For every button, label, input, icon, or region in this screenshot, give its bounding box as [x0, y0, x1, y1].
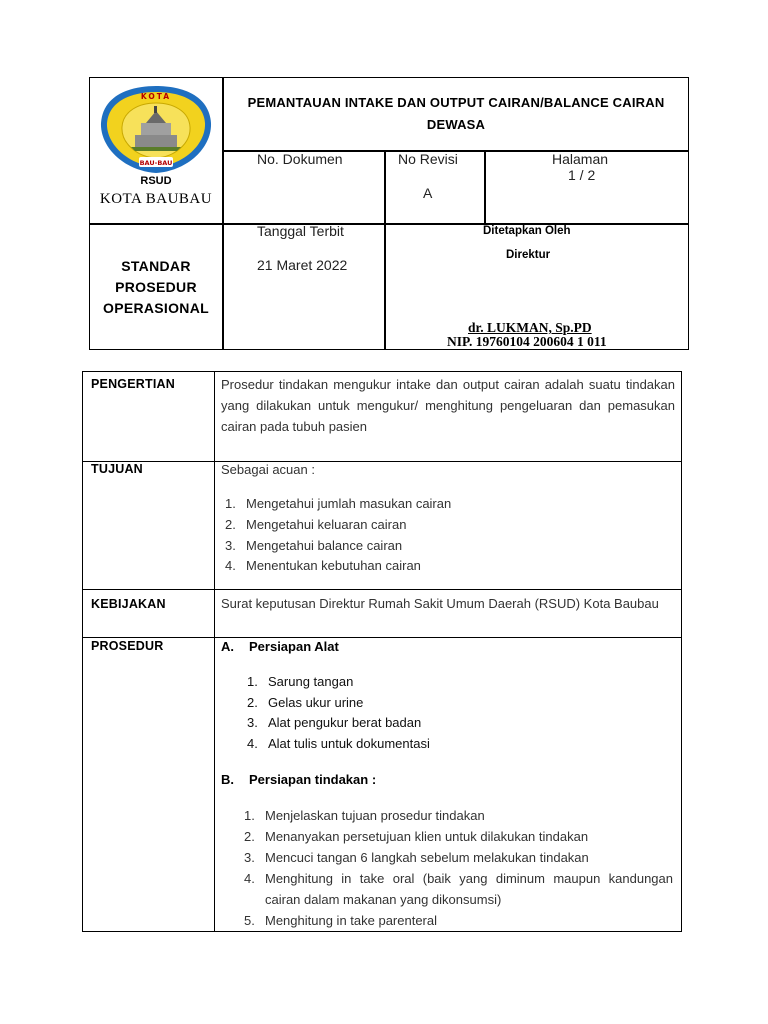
direktur-label: Direktur: [506, 249, 551, 261]
row-divider: [83, 637, 681, 638]
divider: [90, 223, 688, 225]
pengertian-label: PENGERTIAN: [91, 377, 175, 391]
divider: [484, 150, 486, 223]
title-line-2: DEWASA: [426, 117, 486, 132]
kebijakan-text: Surat keputusan Direktur Rumah Sakit Umum Daerah (RSUD) Kota Baubau: [221, 596, 659, 611]
signer-name: dr. LUKMAN, Sp.PD: [468, 320, 592, 335]
tanggal-terbit-value: 21 Maret 2022: [257, 257, 348, 273]
halaman-label: Halaman: [552, 151, 609, 167]
logo-top-text: KOTA: [140, 92, 172, 101]
sop-line-1: STANDAR: [121, 258, 191, 274]
header-table: [89, 77, 689, 350]
pengertian-text: Prosedur tindakan mengukur intake dan output cairan adalah suatu tindakan yang dilakukan untuk mengukur/ menghitung pengeluaran dan pemasukan cairan pada tubuh pasien: [221, 377, 675, 434]
content-table: PENGERTIAN Prosedur tindakan mengukur intake dan output cairan adalah suatu tindakan yang dilakukan untuk mengukur/ menghitung pengeluaran dan pemasukan cairan pada tubuh pasien TUJUAN Sebagai acuan : 1. Mengetahui jumlah masukan cairan 2. Mengetahui keluaran cairan 3. Mengetahui balance cairan 4. Menentukan kebutuhan cairan KEBIJAKAN Surat keputusan Direktur Rumah Sakit Umum Daerah (RSUD) Kota Baubau PROSEDUR A. Persiapan Alat 1. Sarung tangan 2. Gelas ukur urine 3. Alat pengukur berat badan 4. Alat tulis untuk dokumentasi B. Persiapan tindakan : 1. Menjelaskan tujuan prosedur tindakan 2. Menanyakan persetujuan klien untuk dilakukan tindakan 3. Mencuci tangan 6 langkah sebelum melakukan tindakan 4. Menghitung in take oral (baik yang diminum maupun kandungan cairan dalam makanan yang dikonsumsi) 5. Menghitung in take parenteral: [82, 371, 682, 932]
kebijakan-label: KEBIJAKAN: [91, 597, 166, 611]
no-revisi-label: No Revisi: [398, 151, 458, 167]
column-divider: [214, 372, 215, 931]
title-line-1: PEMANTAUAN INTAKE DAN OUTPUT CAIRAN/BALANCE CAIRAN: [247, 95, 665, 110]
row-divider: [83, 589, 681, 590]
tujuan-label: TUJUAN: [91, 462, 143, 476]
logo-bottom-text: BAU-BAU: [139, 159, 173, 167]
sop-line-3: OPERASIONAL: [103, 300, 209, 316]
no-dokumen-label: No. Dokumen: [257, 151, 343, 167]
sop-label: [90, 256, 222, 319]
logo-cell: [90, 78, 222, 223]
city-logo: [97, 83, 215, 175]
tanggal-terbit-label: Tanggal Terbit: [257, 223, 344, 239]
prosedur-label: PROSEDUR: [91, 639, 164, 653]
document-title: [230, 92, 682, 136]
no-revisi-value: A: [423, 185, 433, 201]
signer-nip: NIP. 19760104 200604 1 011: [447, 334, 607, 349]
halaman-value: 1 / 2: [568, 167, 596, 183]
tujuan-intro: Sebagai acuan :: [221, 462, 315, 477]
divider: [384, 150, 386, 349]
ditetapkan-label: Ditetapkan Oleh: [483, 225, 571, 237]
kota-label: KOTA BAUBAU: [99, 191, 213, 207]
divider: [222, 78, 224, 349]
rsud-label: RSUD: [140, 175, 172, 187]
sop-line-2: PROSEDUR: [115, 279, 197, 295]
